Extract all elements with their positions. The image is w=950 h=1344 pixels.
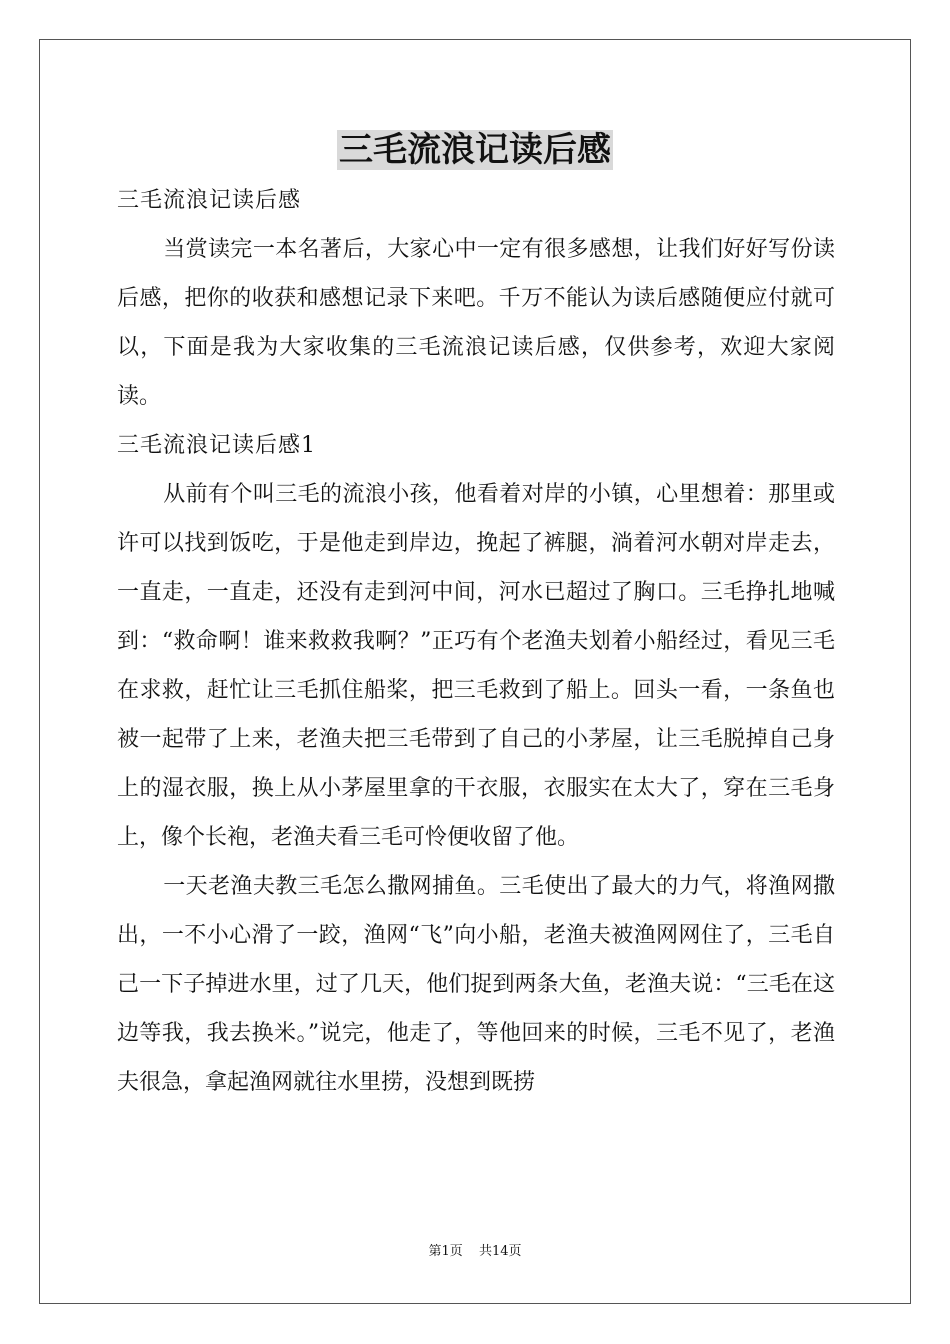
page-footer [0, 1243, 950, 1261]
page-number: 第1页 [428, 1244, 463, 1259]
document-body [117, 176, 835, 1107]
body-paragraph-2: 一天老渔夫教三毛怎么撒网捕鱼。三毛使出了最大的力气，将渔网撒出，一不小心滑了一跤，渔网“飞”向小船，老渔夫被渔网网住了，三毛自己一下子掉进水里，过了几天，他们捉到两条大鱼，老渔夫说：“三毛在这边等我，我去换米。”说完，他走了，等他回来的时候，三毛不见了，老渔夫很急，拿起渔网就往水里捞，没想到既捞 [117, 874, 835, 1095]
section-heading: 三毛流浪记读后感1 [117, 433, 316, 458]
document-title [0, 128, 950, 172]
intro-paragraph: 当赏读完一本名著后，大家心中一定有很多感想，让我们好好写份读后感，把你的收获和感想记录下来吧。千万不能认为读后感随便应付就可以，下面是我为大家收集的三毛流浪记读后感，仅供参考，欢迎大家阅读。 [117, 237, 835, 409]
body-paragraph-1: 从前有个叫三毛的流浪小孩，他看着对岸的小镇，心里想着：那里或许可以找到饭吃，于是他走到岸边，挽起了裤腿，淌着河水朝对岸走去，一直走，一直走，还没有走到河中间，河水已超过了胸口。三毛挣扎地喊到：“救命啊！谁来救救我啊？”正巧有个老渔夫划着小船经过，看见三毛在求救，赶忙让三毛抓住船桨，把三毛救到了船上。回头一看，一条鱼也被一起带了上来，老渔夫把三毛带到了自己的小茅屋，让三毛脱掉自己身上的湿衣服，换上从小茅屋里拿的干衣服，衣服实在太大了，穿在三毛身上，像个长袍，老渔夫看三毛可怜便收留了他。 [117, 482, 835, 850]
page-total: 共14页 [478, 1244, 522, 1259]
document-subtitle: 三毛流浪记读后感 [117, 188, 302, 213]
document-title-text: 三毛流浪记读后感 [339, 130, 611, 170]
